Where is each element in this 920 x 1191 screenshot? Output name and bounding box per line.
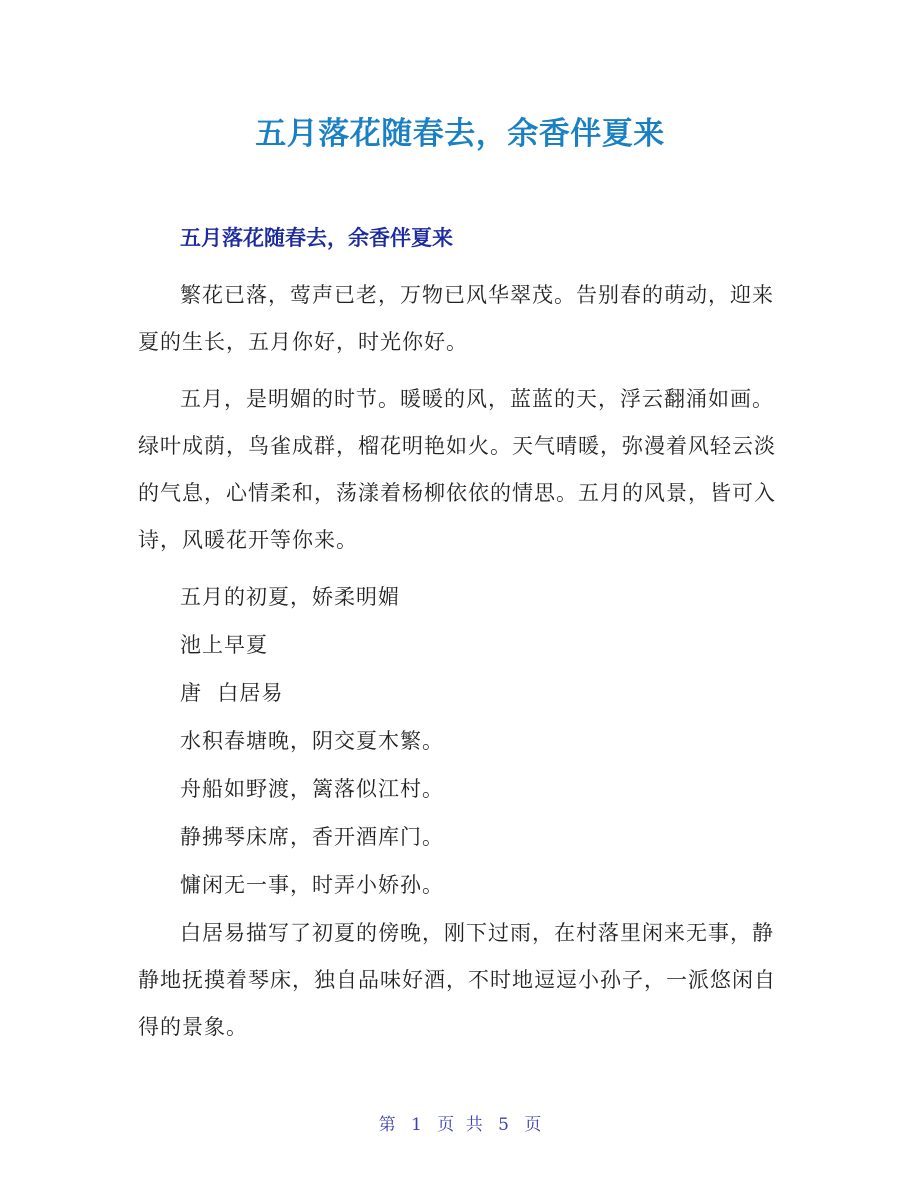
- poem-line: 舟船如野渡，篱落似江村。: [180, 777, 444, 801]
- poem-line: 水积春塘晚，阴交夏木繁。: [180, 729, 444, 753]
- page-label-suffix: 页: [524, 1115, 542, 1135]
- closing-paragraph: 白居易描写了初夏的傍晚，刚下过雨，在村落里闲来无事，静静地抚摸着琴床，独自品味好酒，不时地逗逗小孙子，一派悠闲自得的景象。: [138, 921, 776, 1039]
- poem-line: 慵闲无一事，时弄小娇孙。: [180, 873, 444, 897]
- page-number: 1: [411, 1115, 422, 1135]
- page-label-prefix: 第: [378, 1115, 396, 1135]
- document-title: 五月落花随春去，余香伴夏来: [255, 116, 665, 152]
- text-line: 五月的初夏，娇柔明媚: [180, 585, 400, 609]
- paragraph: 五月，是明媚的时节。暖暖的风，蓝蓝的天，浮云翻涌如画。绿叶成荫，鸟雀成群，榴花明艳如火。天气晴暖，弥漫着风轻云淡的气息，心情柔和，荡漾着杨柳依依的情思。五月的风景，皆可入诗，风暖花开等你来。: [138, 387, 776, 552]
- paragraph: 繁花已落，莺声已老，万物已风华翠茂。告别春的萌动，迎来夏的生长，五月你好，时光你好。: [138, 283, 774, 354]
- total-pages: 5: [498, 1115, 509, 1135]
- poem-author: 唐 白居易: [180, 681, 284, 705]
- document-body: [138, 272, 788, 1061]
- page-footer: [0, 1112, 920, 1138]
- poem-title: 池上早夏: [180, 633, 268, 657]
- section-heading: 五月落花随春去，余香伴夏来: [180, 226, 453, 250]
- page-label-mid: 页 共: [437, 1115, 483, 1135]
- poem-line: 静拂琴床席，香开酒库门。: [180, 825, 444, 849]
